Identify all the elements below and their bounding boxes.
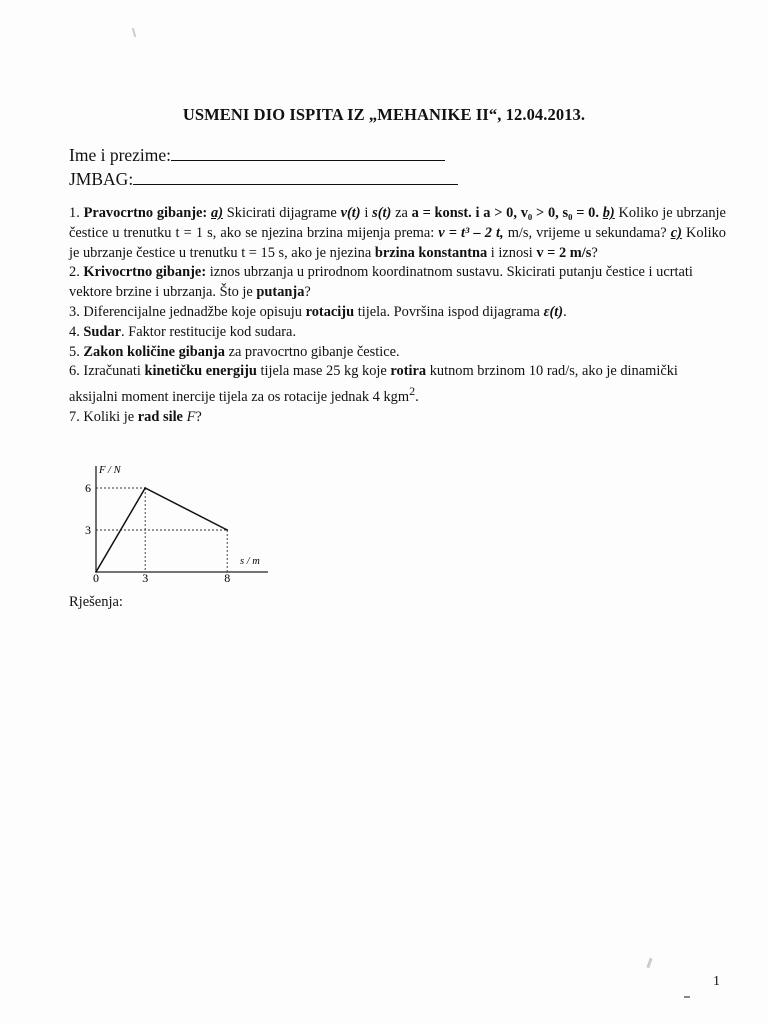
question-3: 3. Diferencijalne jednadžbe koje opisuju rotaciju tijela. Površina ispod dijagrama ε(t).: [69, 303, 567, 320]
question-5: 5. Zakon količine gibanja za pravocrtno gibanje čestice.: [69, 343, 400, 360]
id-blank-line: [133, 169, 458, 185]
question-1: 1. Pravocrtno gibanje: a) Skicirati dijagrame v(t) i s(t) za a = konst. i a > 0, v₀ > 0, s₀ = 0. b) Koliko je ubrzanje čestice u trenutku t = 1 s, ako se njezina brzina mijenja prema: v = t³ – 2 t, m/s, vrijeme u sekundama? c) Koliko je ubrzanje čestice u trenutku t = 15 s, ako je njezina brzina konstantna i iznosi v = 2 m/s?: [69, 205, 726, 261]
exam-title: USMENI DIO ISPITA IZ „MEHANIKE II“, 12.04.2013.: [182, 105, 586, 124]
x-tick-label: 8: [224, 571, 231, 585]
force-displacement-chart: [76, 458, 276, 588]
y-tick-label: 6: [85, 481, 91, 495]
question-6: 6. Izračunati kinetičku energiju tijela mase 25 kg koje rotira kutnom brzinom 10 rad/s, ako je dinamički aksijalni moment inercije tijela za os rotacije jednak 4 kgm$^2$.: [69, 363, 678, 405]
solutions-label: Rješenja:: [69, 594, 123, 610]
scan-speck: [132, 28, 136, 37]
x-tick-label: 0: [93, 571, 99, 585]
id-field: [69, 169, 458, 190]
scan-speck: [684, 996, 690, 998]
data-point: [144, 487, 146, 489]
question-list: [69, 204, 726, 428]
question-2: 2. Krivocrtno gibanje: iznos ubrzanja u prirodnom koordinatnom sustavu. Skicirati putanju čestice i ucrtati vektore brzine i ubrzanja. Što je putanja?: [69, 264, 693, 301]
q1-part-a-label: a): [211, 205, 223, 221]
question-4: 4. Sudar. Faktor restitucije kod sudara.: [69, 323, 297, 340]
q1-part-c-label: c): [670, 224, 682, 241]
x-axis-label: s / m: [240, 556, 260, 567]
scan-speck: [646, 958, 652, 968]
y-tick-label: 3: [85, 523, 91, 537]
name-label: Ime i prezime:: [69, 145, 172, 165]
q1-part-b-label: b): [602, 205, 615, 221]
name-field: [69, 145, 445, 166]
page-number: 1: [713, 974, 720, 989]
q1-topic: Pravocrtno gibanje:: [83, 205, 208, 221]
x-tick-label: 3: [142, 571, 149, 585]
id-label: JMBAG:: [69, 169, 134, 189]
y-axis-label: F / N: [99, 465, 121, 476]
name-blank-line: [171, 145, 445, 161]
data-point: [226, 529, 228, 531]
question-7: 7. Koliki je rad sile F?: [69, 408, 202, 425]
